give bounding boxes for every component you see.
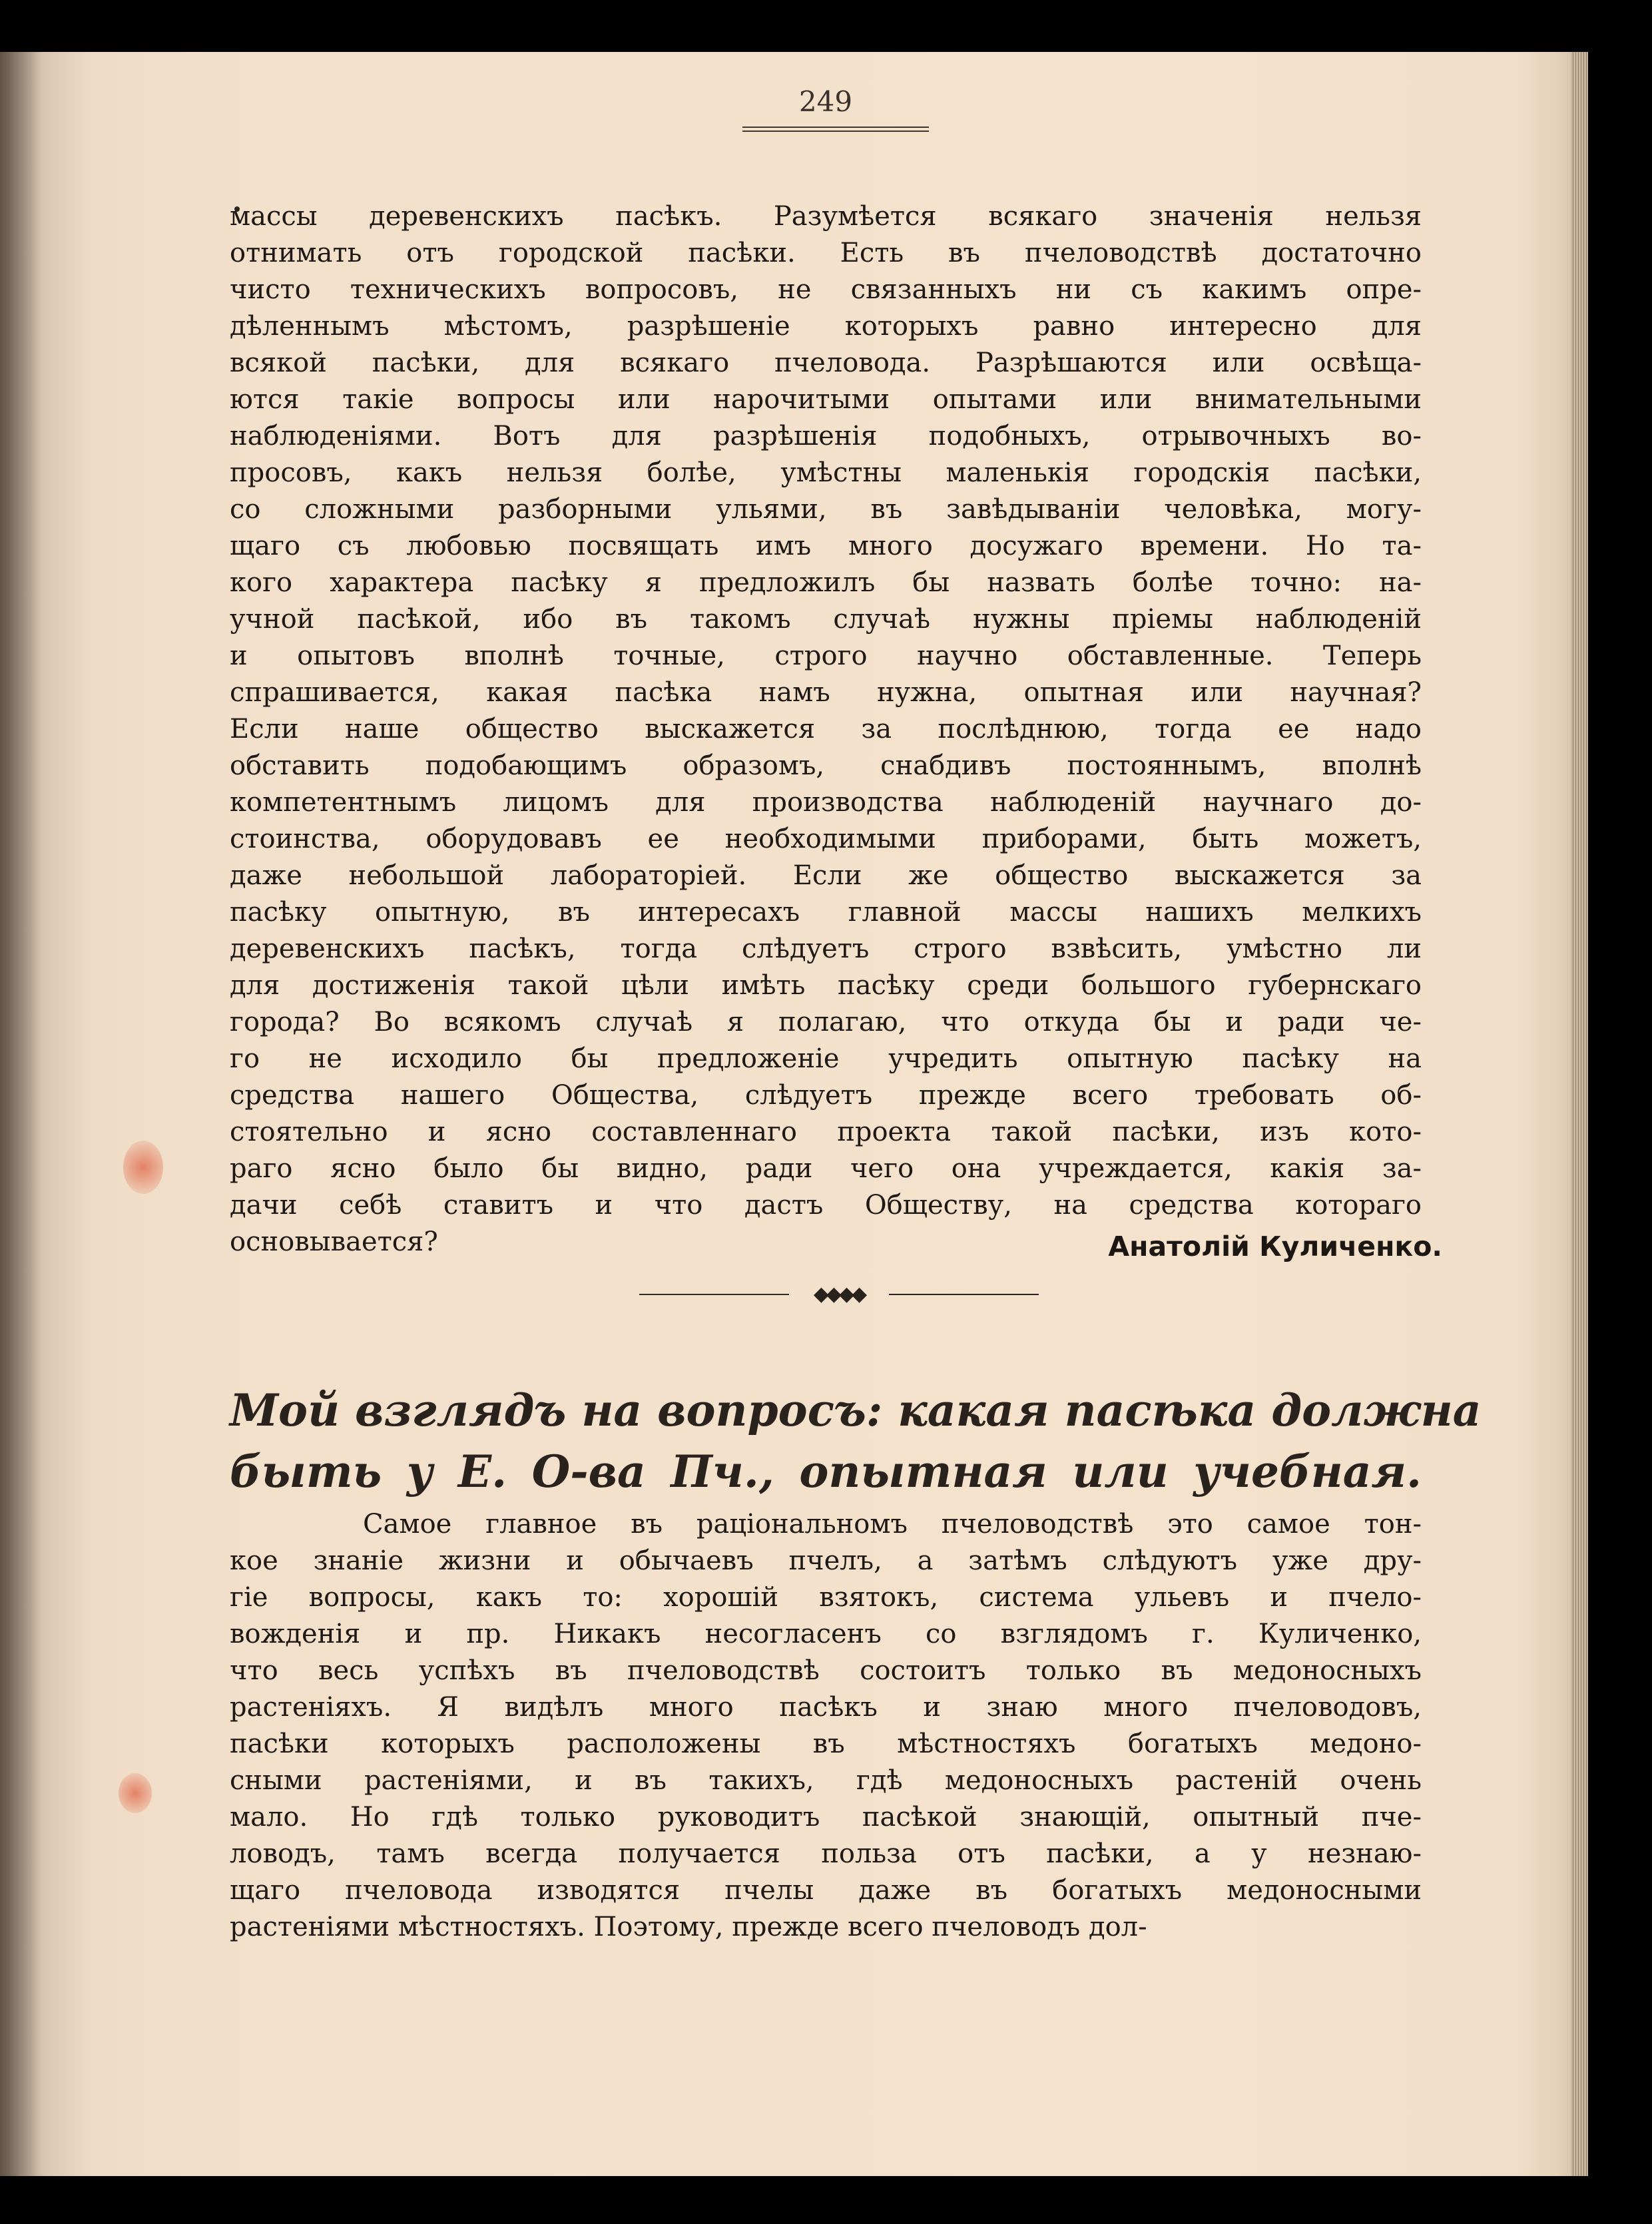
text-line: стоятельно и ясно составленнаго проекта такой пасѣки, изъ кото- bbox=[230, 1117, 1422, 1147]
text-line: компетентнымъ лицомъ для производства наблюденій научнаго до- bbox=[230, 787, 1422, 818]
text-line: основывается? bbox=[230, 1227, 438, 1257]
text-line: пасѣки которыхъ расположены въ мѣстностяхъ богатыхъ медоно- bbox=[230, 1729, 1422, 1759]
text-line: ловодъ, тамъ всегда получается польза отъ пасѣки, а у незнаю- bbox=[230, 1838, 1422, 1869]
text-line: со сложными разборными ульями, въ завѣдываніи человѣка, могу- bbox=[230, 494, 1422, 525]
text-line: всякой пасѣки, для всякаго пчеловода. Разрѣшаются или освѣща- bbox=[230, 348, 1422, 378]
gutter-shadow bbox=[0, 52, 40, 2176]
text-line: щаго съ любовью посвящать имъ много досужаго времени. Но та- bbox=[230, 531, 1422, 561]
text-line: спрашивается, какая пасѣка намъ нужна, опытная или научная? bbox=[230, 677, 1422, 708]
text-line: мало. Но гдѣ только руководитъ пасѣкой знающій, опытный пче- bbox=[230, 1802, 1422, 1832]
text-line: отнимать отъ городской пасѣки. Есть въ пчеловодствѣ достаточно bbox=[230, 238, 1422, 268]
text-line: деревенскихъ пасѣкъ, тогда слѣдуетъ строго взвѣсить, умѣстно ли bbox=[230, 934, 1422, 964]
text-line: просовъ, какъ нельзя болѣе, умѣстны маленькія городскія пасѣки, bbox=[230, 457, 1422, 488]
text-line: для достиженія такой цѣли имѣть пасѣку среди большого губернскаго bbox=[230, 970, 1422, 1001]
text-line: обставить подобающимъ образомъ, снабдивъ постояннымъ, вполнѣ bbox=[230, 750, 1422, 781]
text-line: Если наше общество выскажется за послѣднюю, тогда ее надо bbox=[230, 714, 1422, 744]
text-line: даже небольшой лабораторіей. Если же общество выскажется за bbox=[230, 860, 1422, 891]
page-number-rule bbox=[742, 127, 929, 132]
article-2-title bbox=[230, 1380, 1482, 1502]
text-line: наблюденіями. Вотъ для разрѣшенія подобныхъ, отрывочныхъ во- bbox=[230, 421, 1422, 451]
text-line: стоинства, оборудовавъ ее необходимыми приборами, быть можетъ, bbox=[230, 824, 1422, 854]
separator-rule-right bbox=[889, 1294, 1039, 1295]
paper-stain bbox=[119, 1773, 152, 1813]
paper-stain bbox=[123, 1141, 163, 1194]
text-line: массы деревенскихъ пасѣкъ. Разумѣется всякаго значенія нельзя bbox=[230, 201, 1422, 232]
author-signature: Анатолій Куличенко. bbox=[1108, 1231, 1442, 1262]
text-line: дѣленнымъ мѣстомъ, разрѣшеніе которыхъ равно интересно для bbox=[230, 311, 1422, 342]
text-line: города? Во всякомъ случаѣ я полагаю, что откуда бы и ради че- bbox=[230, 1007, 1422, 1037]
text-line: щаго пчеловода изводятся пчелы даже въ богатыхъ медоносными bbox=[230, 1875, 1422, 1906]
article-1-text bbox=[230, 198, 1422, 1260]
text-line: растеніяхъ. Я видѣлъ много пасѣкъ и знаю много пчеловодовъ, bbox=[230, 1692, 1422, 1723]
title-line: Мой взглядъ на вопросъ: какая пасѣка должна bbox=[230, 1384, 1482, 1436]
text-line: раго ясно было бы видно, ради чего она учреждается, какія за- bbox=[230, 1153, 1422, 1184]
text-line: Самое главное въ раціональномъ пчеловодствѣ это самое тон- bbox=[363, 1509, 1422, 1539]
page-number: 249 bbox=[798, 85, 853, 118]
text-line: кого характера пасѣку я предложилъ бы назвать болѣе точно: на- bbox=[230, 567, 1422, 598]
separator-rule-left bbox=[639, 1294, 789, 1295]
text-line: что весь успѣхъ въ пчеловодствѣ состоитъ только въ медоносныхъ bbox=[230, 1655, 1422, 1686]
text-line: растеніями мѣстностяхъ. Поэтому, прежде всего пчеловодъ дол- bbox=[230, 1912, 1147, 1942]
article-2-text bbox=[230, 1506, 1422, 1946]
text-line: чисто техническихъ вопросовъ, не связанныхъ ни съ какимъ опре- bbox=[230, 274, 1422, 305]
text-line: дачи себѣ ставитъ и что дастъ Обществу, на средства котораго bbox=[230, 1190, 1422, 1221]
text-line: средства нашего Общества, слѣдуетъ прежде всего требовать об- bbox=[230, 1080, 1422, 1111]
text-line: пасѣку опытную, въ интересахъ главной массы нашихъ мелкихъ bbox=[230, 897, 1422, 928]
text-line: гіе вопросы, какъ то: хорошій взятокъ, система ульевъ и пчело- bbox=[230, 1582, 1422, 1613]
text-line: учной пасѣкой, ибо въ такомъ случаѣ нужны пріемы наблюденій bbox=[230, 604, 1422, 635]
separator-ornament: ◆◆◆◆ bbox=[813, 1282, 865, 1306]
text-line: го не исходило бы предложеніе учредить опытную пасѣку на bbox=[230, 1043, 1422, 1074]
text-line: и опытовъ вполнѣ точные, строго научно обставленные. Теперь bbox=[230, 641, 1422, 671]
page-edge bbox=[1571, 52, 1588, 2176]
text-line: ются такіе вопросы или нарочитыми опытами или внимательными bbox=[230, 384, 1422, 415]
section-separator bbox=[639, 1281, 1039, 1308]
title-line: быть у Е. О-ва Пч., опытная или учебная. bbox=[230, 1446, 1422, 1498]
text-line: сными растеніями, и въ такихъ, гдѣ медоносныхъ растеній очень bbox=[230, 1765, 1422, 1796]
text-line: вожденія и пр. Никакъ несогласенъ со взглядомъ г. Куличенко, bbox=[230, 1619, 1422, 1649]
text-line: кое знаніе жизни и обычаевъ пчелъ, а затѣмъ слѣдуютъ уже дру- bbox=[230, 1545, 1422, 1576]
